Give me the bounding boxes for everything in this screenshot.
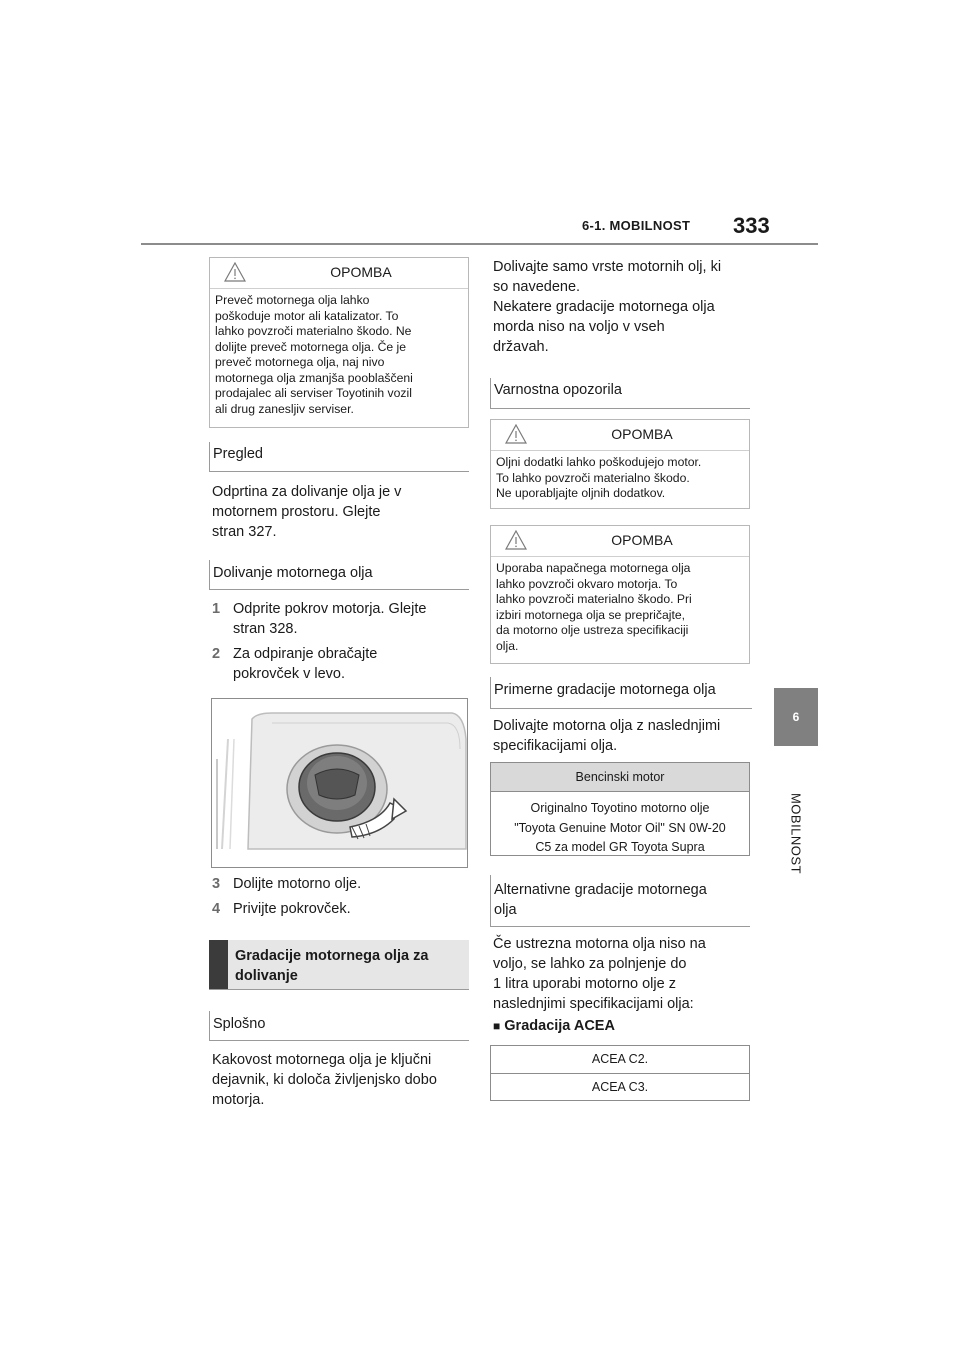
table-row: ACEA C2. [591,1052,649,1066]
notice-title: OPOMBA [330,264,392,280]
subheading-dolivanje: Dolivanje motornega olja [209,560,469,590]
notice-line: lahko povzroči materialno škodo. Ne [215,324,412,338]
notice-line: prodajalec ali serviser Toyotinih vozil [215,386,412,400]
notice-box-3 [490,525,750,664]
splosno-text: Kakovost motornega olja je ključni dejavnik, ki določa življenjsko dobo motorja. [212,1052,437,1108]
subheading-pregled: Pregled [209,442,469,472]
notice-line: preveč motornega olja, naj nivo [215,355,385,369]
subheading-splosno: Splošno [209,1011,469,1041]
notice-box-1 [209,257,469,428]
notice-header [491,420,749,451]
header-rule [141,243,818,245]
notice-title: OPOMBA [611,426,673,442]
notice-line: poškoduje motor ali katalizator. To [215,308,399,323]
subheading-varnostna: Varnostna opozorila [490,378,750,409]
oil-cap-icon [212,699,468,868]
oil-spec-table [490,762,750,856]
subheading-primerne: Primerne gradacije motornega olja [490,677,752,709]
table-header: Bencinski motor [491,763,749,792]
notice-header [491,526,749,557]
notice-body: Oljni dodatki lahko poškodujejo motor. To lahko povzroči materialno škodo. Ne uporabljajte oljnih dodatkov. [496,455,702,500]
primerne-text: Dolivajte motorna olja z naslednjimi specifikacijami olja. [493,718,721,754]
table-cell: Originalno Toyotino motorno olje "Toyota Genuine Motor Oil" SN 0W-20 C5 za model GR Toyota Supra [514,801,726,854]
pregled-text: Odprtina za dolivanje olja je v motornem prostoru. Glejte stran 327. [212,484,402,540]
notice-title: OPOMBA [611,532,673,548]
step-4: 4 Privijte pokrovček. [212,901,351,917]
notice-body [210,289,468,417]
acea-table [490,1045,750,1101]
step-1: 1 Odprite pokrov motorja. Glejte stran 328. [212,601,427,637]
oil-filler-cap-illustration [211,698,468,868]
subheading-alternativne: Alternativne gradacije motornega olja [490,875,750,927]
warning-triangle-icon [505,424,527,444]
heading-gradacije: Gradacije motornega olja za dolivanje [209,940,469,990]
warning-triangle-icon [224,262,246,282]
warning-triangle-icon [505,530,527,550]
notice-line: motornega olja zmanjša pooblaščeni [215,370,413,385]
acea-heading: ■ Gradacija ACEA [493,1018,615,1034]
step-2: 2 Za odpiranje obračajte pokrovček v levo. [212,646,378,682]
bullet-square-icon: ■ [493,1019,501,1033]
table-row: ACEA C3. [491,1073,749,1100]
notice-header [210,258,468,289]
intro-paragraph-2: Nekatere gradacije motornega olja morda niso na voljo v vseh državah. [493,299,715,355]
page-number: 333 [733,213,770,238]
notice-line: Preveč motornega olja lahko [215,293,370,307]
alternativne-text: Če ustrezna motorna olja niso na voljo, se lahko za polnjenje do 1 litra uporabi motorno olje z naslednjimi specifikacijami olja: [493,936,706,1012]
section-title: 6-1. MOBILNOST [582,218,691,233]
intro-paragraph-1: Dolivajte samo vrste motornih olj, ki so navedene. [493,259,722,295]
notice-body: Uporaba napačnega motornega olja lahko povzroči okvaro motorja. To lahko povzroči materialno škodo. Pri izbiri motornega olja se prepričajte, da motorno olje ustreza specifikaciji olja. [496,561,692,653]
notice-line: ali drug zanesljiv serviser. [215,401,354,416]
chapter-tab-number: 6 [774,688,818,746]
chapter-tab-label: MOBILNOST [788,792,804,875]
notice-line: dolijte preveč motornega olja. Če je [215,339,407,354]
notice-box-2 [490,419,750,509]
step-3: 3 Dolijte motorno olje. [212,876,362,892]
